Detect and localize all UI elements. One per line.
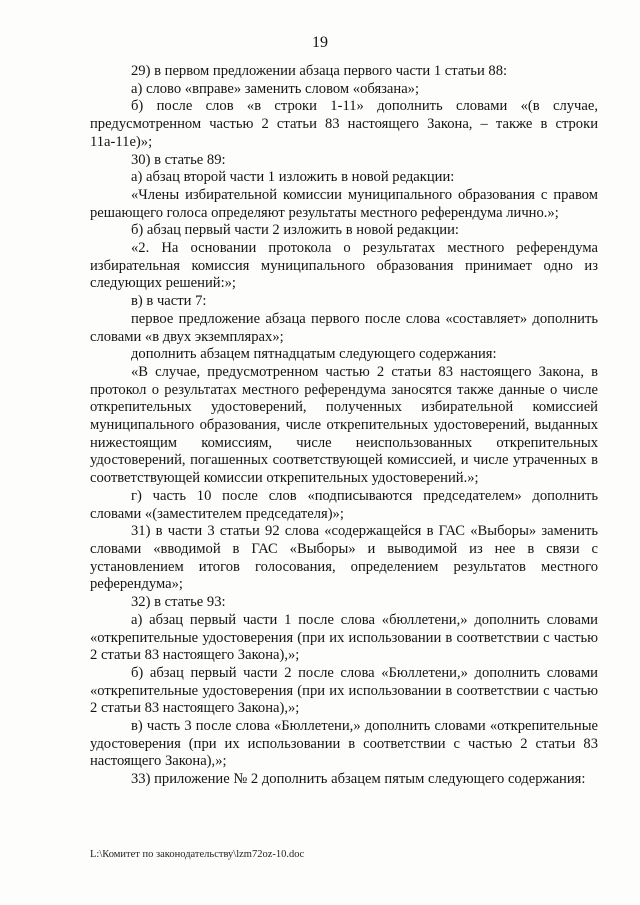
paragraph: 33) приложение № 2 дополнить абзацем пятым следующего содержания:	[131, 771, 586, 788]
paragraph: «В случае, предусмотренном частью 2 статьи 83 настоящего Закона, в протокол о результатах местного референдума заносятся также данные о числе открепительных удостоверений, полученных избирательной комиссией муниципального образования, числе открепительных удостоверений, выданных нижестоящим комиссиям, числе неиспользованных открепительных удостоверений, погашенных соответствующей комиссией, и числе утраченных в соответствующей комиссии открепительных удостоверений.»;	[90, 363, 598, 487]
paragraph: б) абзац первый части 2 изложить в новой редакции:	[131, 222, 459, 239]
footer-file-path: L:\Комитет по законодательству\lzm72oz-10.doc	[90, 849, 305, 860]
paragraph: «2. На основании протокола о результатах местного референдума избирательная комиссия муниципального образования принимает одно из следующих решений:»;	[90, 240, 598, 292]
paragraph: а) слово «вправе» заменить словом «обязана»;	[131, 80, 420, 97]
paragraph: 31) в части 3 статьи 92 слова «содержащейся в ГАС «Выборы» заменить словами «вводимой в ГАС «Выборы» и выводимой из нее в связи с установлением итогов голосования, определением результатов местного референдума»;	[90, 523, 598, 593]
document-body	[90, 63, 598, 789]
paragraph: б) после слов «в строки 1-11» дополнить словами «(в случае, предусмотренном частью 2 статьи 83 настоящего Закона, – также в строки 11а-11е)»;	[90, 98, 598, 150]
paragraph: а) абзац второй части 1 изложить в новой редакции:	[131, 169, 455, 186]
paragraph: 29) в первом предложении абзаца первого части 1 статьи 88:	[131, 63, 508, 79]
paragraph: б) абзац первый части 2 после слова «Бюллетени,» дополнить словами «открепительные удостоверения (при их использовании в соответствии с частью 2 статьи 83 настоящего Закона),»;	[90, 664, 598, 717]
paragraph: дополнить абзацем пятнадцатым следующего содержания:	[131, 346, 497, 363]
paragraph: 30) в статье 89:	[131, 151, 226, 168]
paragraph: 32) в статье 93:	[131, 594, 226, 611]
paragraph: первое предложение абзаца первого после слова «составляет» дополнить словами «в двух экземплярах»;	[90, 310, 598, 345]
page-number: 19	[312, 34, 328, 51]
paragraph: «Члены избирательной комиссии муниципального образования с правом решающего голоса определяют результаты местного референдума лично.»;	[90, 186, 598, 221]
paragraph: в) часть 3 после слова «Бюллетени,» дополнить словами «открепительные удостоверения (при их использовании в соответствии с частью 2 статьи 83 настоящего Закона),»;	[90, 718, 598, 770]
paragraph: а) абзац первый части 1 после слова «бюллетени,» дополнить словами «открепительные удостоверения (при их использовании в соответствии с частью 2 статьи 83 настоящего Закона),»;	[90, 611, 598, 664]
paragraph: в) в части 7:	[131, 293, 207, 310]
paragraph: г) часть 10 после слов «подписываются председателем» дополнить словами «(заместителем председателя)»;	[90, 487, 598, 522]
